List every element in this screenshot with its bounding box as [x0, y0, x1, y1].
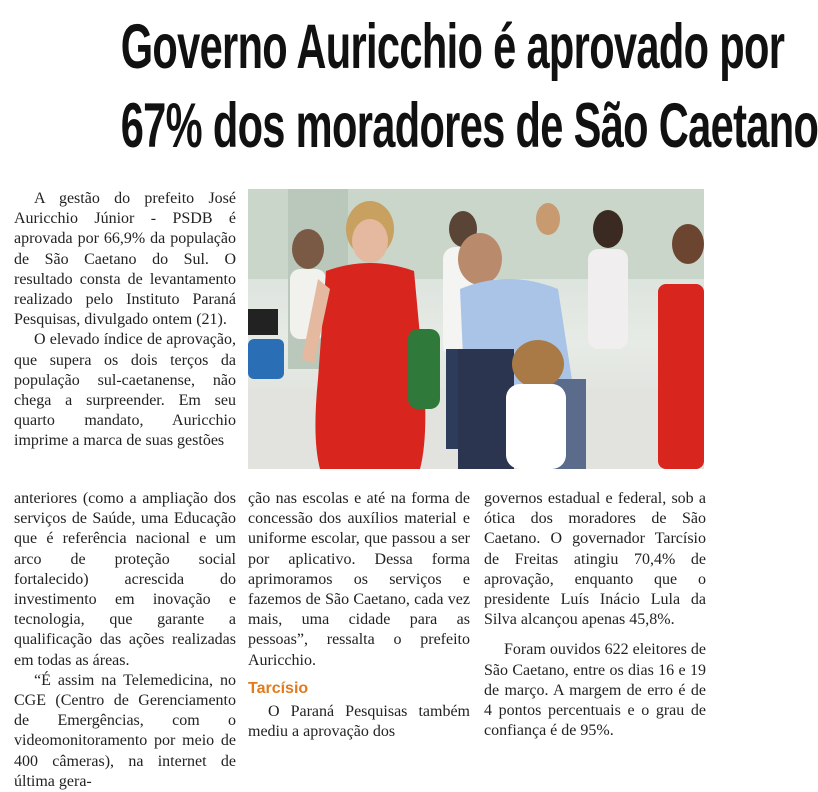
article-photo [248, 189, 704, 469]
paragraph-quote-start: “É assim na Telemedicina, no CGE (Centro de Gerenciamento de Emergências, com o videomonitoramento por meio de 400 câmeras), na internet de última gera- [14, 671, 236, 790]
subhead-tarcisio: Tarcísio [248, 679, 309, 697]
headline-line-2: 67% dos moradores de São Caetano [120, 91, 818, 161]
paragraph-approval: O elevado índice de aprovação, que supera os dois terços da população sul-caetanense, não chega a surpreender. Em seu quarto mandato, Auricchio imprime a marca de suas gestões [14, 331, 236, 450]
article-column-1-top [14, 189, 236, 452]
paragraph-governments: governos estadual e federal, sob a ótica dos moradores de São Caetano. O governador Tarcísio de Freitas atingiu 70,4% de aprovação, enquanto que o presidente Luís Inácio Lula da Silva alcançou apenas 45,8%. [484, 490, 706, 629]
article-column-1-bottom [14, 489, 236, 792]
article-column-3 [484, 489, 706, 741]
paragraph-survey: O Paraná Pesquisas também mediu a aprovação dos [248, 703, 470, 741]
photo-group-people-icon [248, 189, 704, 469]
headline-line-1: Governo Auricchio é aprovado por [120, 12, 785, 82]
paragraph-intro: A gestão do prefeito José Auricchio Júnior - PSDB é aprovada por 66,9% da população de São Caetano do Sul. O resultado consta de levantamento realizado pelo Instituto Paraná Pesquisas, divulgado ontem (21). [14, 190, 236, 329]
article-column-2 [248, 489, 470, 742]
paragraph-approval-cont: anteriores (como a ampliação dos serviços de Saúde, uma Educação que é referência nacional e um arco de proteção social fortalecido) acrescida do investimento em inovação e tecnologia, que garante a qualificação das ações realizadas em todas as áreas. [14, 490, 236, 669]
paragraph-quote-end: ção nas escolas e até na forma de concessão dos auxílios material e uniforme escolar, que passou a ser por aplicativo. Dessa forma aprimoramos os serviços e fazemos de São Caetano, cada vez mais, uma cidade para as pessoas”, ressalta o prefeito Auricchio. [248, 490, 470, 669]
paragraph-methodology: Foram ouvidos 622 eleitores de São Caetano, entre os dias 16 e 19 de março. A margem de erro é de 4 pontos percentuais e o grau de confiança é de 95%. [484, 641, 706, 740]
